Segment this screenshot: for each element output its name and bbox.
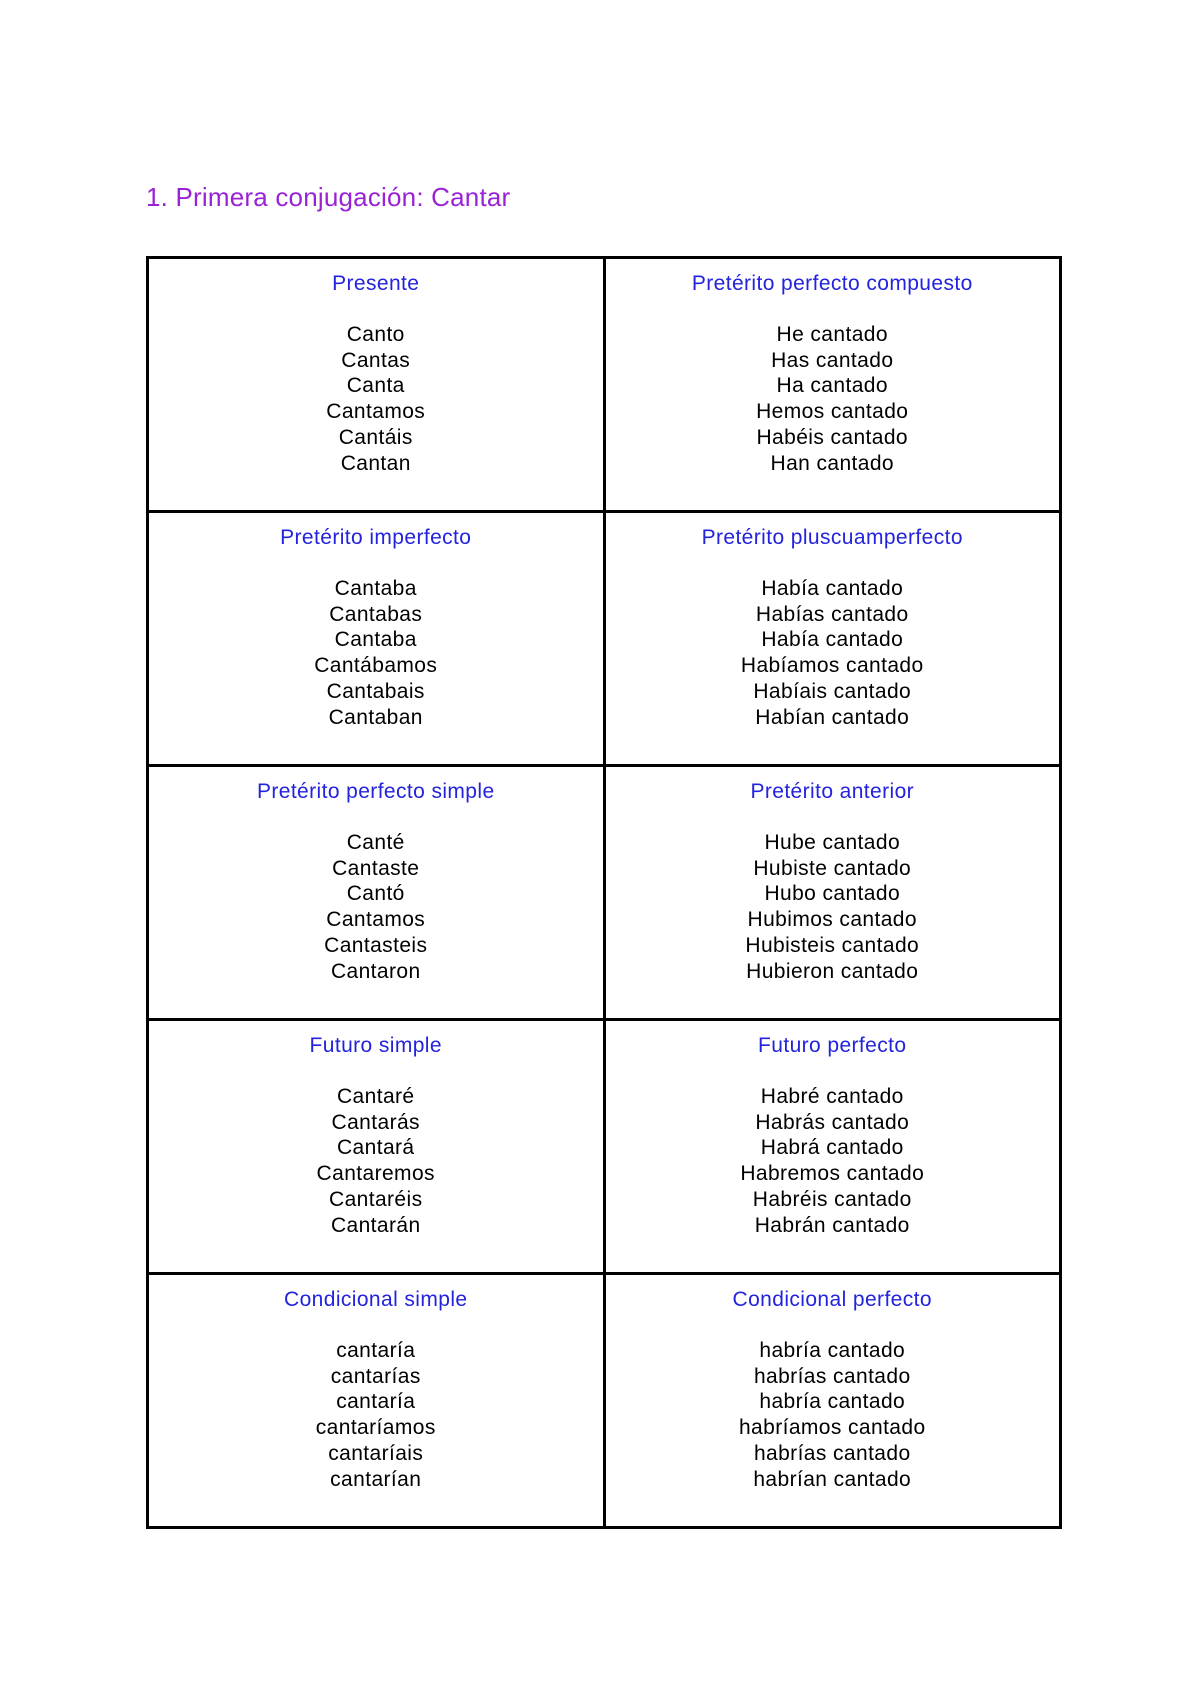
conjugation-form: Habías cantado xyxy=(755,602,909,626)
tense-cell xyxy=(604,1020,1061,1274)
conjugation-form: Canto xyxy=(346,323,405,346)
conjugation-form: Hubiste cantado xyxy=(753,856,912,880)
conjugation-form: Habremos cantado xyxy=(740,1162,925,1186)
conjugation-form: Habíamos cantado xyxy=(740,654,924,678)
conjugation-form: Cantábamos xyxy=(314,654,438,678)
conjugation-form: Cantas xyxy=(341,348,411,372)
tense-cell xyxy=(148,512,605,766)
conjugation-form: Cantabais xyxy=(326,679,425,703)
conjugation-form: Había cantado xyxy=(761,628,904,652)
tense-cell xyxy=(148,1020,605,1274)
conjugation-form: Hubo cantado xyxy=(764,882,901,906)
table-row xyxy=(148,766,1061,1020)
conjugation-form: Cantáis xyxy=(338,425,413,449)
conjugation-form: Canté xyxy=(346,831,405,854)
conjugation-form: He cantado xyxy=(776,323,888,346)
conjugation-form: Canta xyxy=(346,374,405,398)
tense-heading: Presente xyxy=(332,272,420,295)
conjugation-form: Cantaremos xyxy=(316,1162,435,1186)
tense-heading: Pretérito pluscuamperfecto xyxy=(701,526,963,549)
conjugation-form: Hubieron cantado xyxy=(746,959,919,983)
conjugation-list xyxy=(610,1338,1056,1492)
conjugation-form: Cantaste xyxy=(332,856,420,880)
tense-cell xyxy=(148,258,605,512)
conjugation-form: Había cantado xyxy=(761,577,904,600)
conjugation-form: cantaríais xyxy=(328,1441,424,1465)
tense-heading: Condicional simple xyxy=(284,1288,468,1311)
conjugation-form: Has cantado xyxy=(771,348,894,372)
conjugation-form: Habrás cantado xyxy=(755,1110,910,1134)
conjugation-form: Hubimos cantado xyxy=(747,908,917,932)
tense-cell xyxy=(148,1274,605,1528)
tense-cell xyxy=(148,766,605,1020)
conjugation-form: habría cantado xyxy=(759,1339,906,1362)
conjugation-form: Habré cantado xyxy=(760,1085,904,1108)
conjugation-list xyxy=(610,322,1056,476)
conjugation-list xyxy=(610,1084,1056,1238)
conjugation-form: Cantaba xyxy=(334,628,417,652)
conjugation-form: Han cantado xyxy=(770,451,894,475)
conjugation-form: Cantarán xyxy=(330,1213,421,1237)
tense-heading: Pretérito imperfecto xyxy=(280,526,472,549)
conjugation-form: Cantaba xyxy=(334,577,417,600)
tense-cell xyxy=(604,512,1061,766)
tense-heading: Pretérito anterior xyxy=(750,780,915,803)
conjugation-form: Habrá cantado xyxy=(760,1136,904,1160)
table-row xyxy=(148,1274,1061,1528)
conjugation-form: Cantamos xyxy=(326,400,426,424)
conjugation-form: Cantaréis xyxy=(329,1187,423,1211)
conjugation-form: Cantan xyxy=(340,451,411,475)
conjugation-form: Cantarás xyxy=(331,1110,420,1134)
conjugation-list xyxy=(153,576,599,730)
conjugation-form: Ha cantado xyxy=(776,374,888,398)
conjugation-form: habrían cantado xyxy=(753,1467,912,1491)
conjugation-form: cantaría xyxy=(336,1339,416,1362)
conjugation-form: habría cantado xyxy=(759,1390,906,1414)
conjugation-form: Cantará xyxy=(336,1136,415,1160)
table-row xyxy=(148,1020,1061,1274)
conjugation-table xyxy=(146,256,1062,1529)
tense-heading: Futuro perfecto xyxy=(758,1034,907,1057)
conjugation-form: Habíais cantado xyxy=(753,679,912,703)
conjugation-form: Habéis cantado xyxy=(756,425,909,449)
conjugation-list xyxy=(153,830,599,984)
table-row xyxy=(148,512,1061,766)
conjugation-form: Hemos cantado xyxy=(756,400,909,424)
tense-cell xyxy=(604,1274,1061,1528)
tense-heading: Pretérito perfecto compuesto xyxy=(691,272,973,295)
table-row xyxy=(148,258,1061,512)
conjugation-form: habrías cantado xyxy=(753,1364,911,1388)
tense-heading: Pretérito perfecto simple xyxy=(256,780,495,803)
tense-heading: Futuro simple xyxy=(309,1034,442,1057)
conjugation-list xyxy=(153,322,599,476)
conjugation-form: Habrán cantado xyxy=(754,1213,910,1237)
conjugation-form: Hube cantado xyxy=(764,831,901,854)
conjugation-form: habrías cantado xyxy=(753,1441,911,1465)
conjugation-form: Cantaban xyxy=(328,705,423,729)
conjugation-list xyxy=(610,576,1056,730)
conjugation-list xyxy=(610,830,1056,984)
conjugation-form: Cantaron xyxy=(330,959,421,983)
conjugation-form: Hubisteis cantado xyxy=(745,933,920,957)
page-title: 1. Primera conjugación: Cantar xyxy=(146,182,511,212)
conjugation-form: cantaría xyxy=(336,1390,416,1414)
conjugation-form: Cantasteis xyxy=(324,933,428,957)
conjugation-form: cantarían xyxy=(330,1467,422,1491)
conjugation-form: habríamos cantado xyxy=(738,1416,926,1440)
conjugation-form: Habían cantado xyxy=(755,705,910,729)
conjugation-form: Cantabas xyxy=(329,602,423,626)
conjugation-form: cantaríamos xyxy=(315,1416,436,1440)
conjugation-form: Habréis cantado xyxy=(752,1187,912,1211)
tense-cell xyxy=(604,766,1061,1020)
tense-cell xyxy=(604,258,1061,512)
conjugation-form: Cantamos xyxy=(326,908,426,932)
conjugation-form: Cantó xyxy=(346,882,405,906)
conjugation-list xyxy=(153,1084,599,1238)
conjugation-list xyxy=(153,1338,599,1492)
conjugation-form: cantarías xyxy=(330,1364,421,1388)
conjugation-form: Cantaré xyxy=(336,1085,415,1108)
tense-heading: Condicional perfecto xyxy=(732,1288,932,1311)
